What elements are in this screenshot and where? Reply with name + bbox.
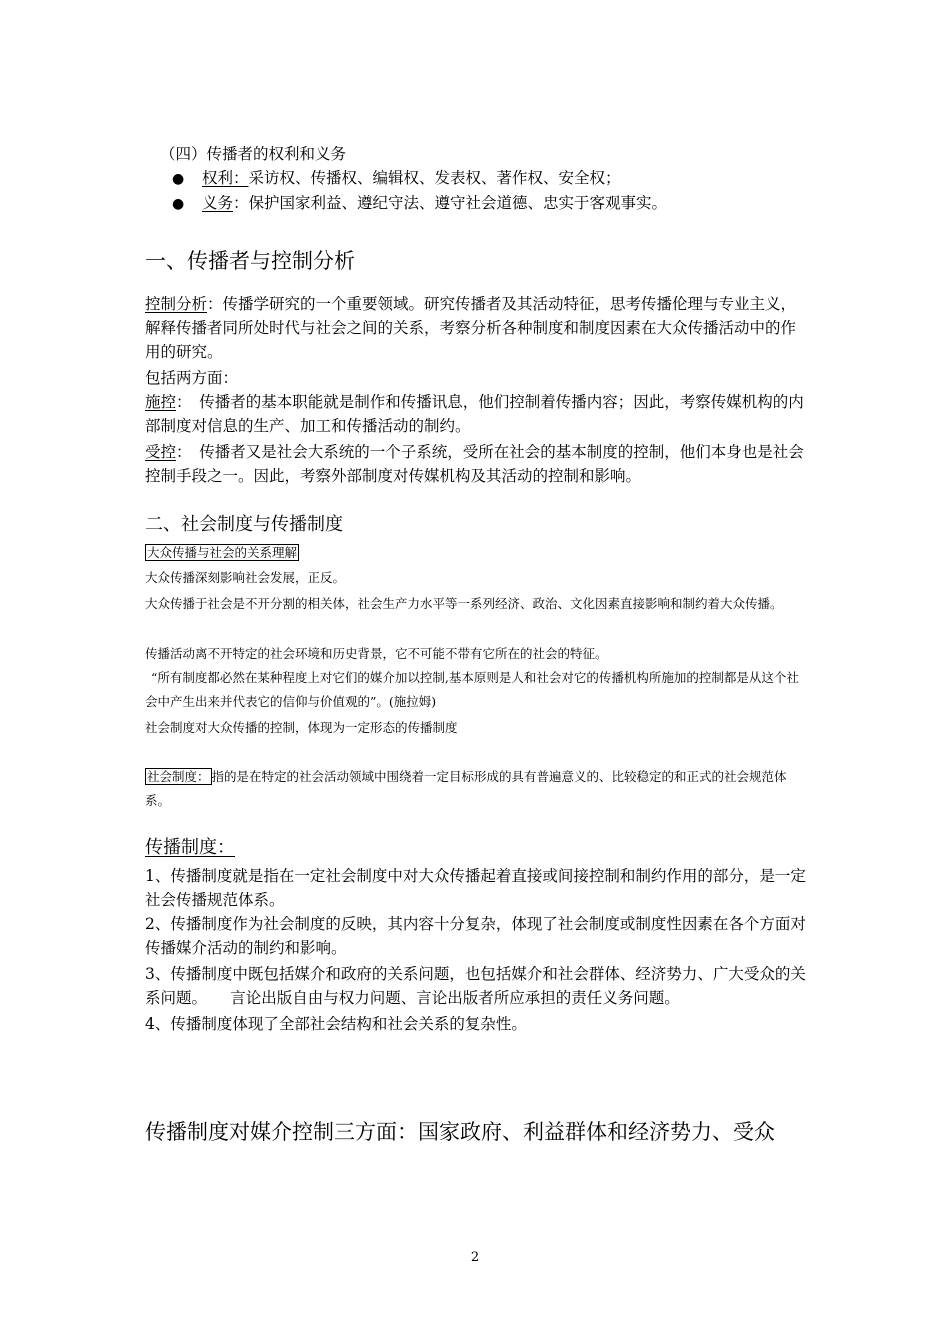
part2-line1: 大众传播深刻影响社会发展，正反。 [145, 570, 346, 585]
page-number: 2 [470, 1250, 480, 1265]
control-label: 控制分析 [145, 295, 208, 313]
shoukong-label: 受控 [145, 443, 177, 461]
rights-label: 权利： [202, 169, 249, 187]
control-analysis-paragraph [145, 292, 810, 364]
section4-heading: （四）传播者的权利和义务 [160, 145, 347, 163]
part2-line2: 大众传播于社会是不开分割的相关体，社会生产力水平等一系列经济、政治、文化因素直接影响和制约着大众传播。 [145, 596, 783, 611]
system-item-1: 1、传播制度就是指在一定社会制度中对大众传播起着直接或间接控制和制约作用的部分，是一定社会传播规范体系。 [145, 867, 806, 909]
relation-box-line [145, 541, 810, 565]
control-text: ：传播学研究的一个重要领域。研究传播者及其活动特征，思考传播伦理与专业主义，解释传播者同所处时代与社会之间的关系，考察分析各种制度和制度因素在大众传播活动中的作用的研究。 [145, 295, 797, 361]
rights-duties-list [172, 166, 812, 216]
system-item-2: 2、传播制度作为社会制度的反映，其内容十分复杂，体现了社会制度或制度性因素在各个方面对传播媒介活动的制约和影响。 [145, 915, 806, 957]
social-system-text: 指的是在特定的社会活动领域中围绕着一定目标形成的具有普遍意义的、比较稳定的和正式的社会规范体系。 [145, 769, 787, 808]
social-system-paragraph [145, 765, 810, 813]
duties-text: ：保护国家利益、遵纪守法、遵守社会道德、忠实于客观事实。 [233, 194, 668, 212]
schramm-quote: “所有制度都必然在某种程度上对它们的媒介加以控制,基本原则是人和社会对它的传播机构所施加的控制都是从这个社会中产生出来并代表它的信仰与价值观的”。(施拉姆) [145, 670, 799, 709]
relation-box-label: 大众传播与社会的关系理解 [147, 545, 298, 560]
duties-label: 义务 [202, 194, 234, 212]
bottom-heading: 传播制度对媒介控制三方面：国家政府、利益群体和经济势力、受众 [145, 1120, 775, 1144]
social-system-label: 社会制度： [147, 769, 210, 784]
shoukong-text: ： 传播者又是社会大系统的一个子系统，受所在社会的基本制度的控制，他们本身也是社会控制手段之一。因此，考察外部制度对传媒机构及其活动的控制和影响。 [145, 443, 804, 485]
bullet-icon: ● [172, 171, 185, 187]
system-item-4: 4、传播制度体现了全部社会结构和社会关系的复杂性。 [145, 1015, 527, 1033]
system-item-3: 3、传播制度中既包括媒介和政府的关系问题，也包括媒介和社会群体、经济势力、广大受众的关系问题。 言论出版自由与权力问题、言论出版者所应承担的责任义务问题。 [145, 965, 806, 1007]
rights-text: 采访权、传播权、编辑权、发表权、著作权、安全权； [248, 169, 621, 187]
two-aspects-text: 包括两方面： [145, 369, 239, 387]
system-title: 传播制度： [145, 837, 235, 858]
bullet-icon: ● [172, 196, 185, 212]
shikong-label: 施控 [145, 393, 177, 411]
list-item [172, 191, 812, 216]
part2-title: 二、社会制度与传播制度 [145, 514, 343, 535]
part1-title: 一、传播者与控制分析 [145, 249, 355, 273]
list-item [172, 166, 812, 191]
shikong-text: ： 传播者的基本职能就是制作和传播讯息，他们控制着传播内容；因此，考察传媒机构的内部制度对信息的生产、加工和传播活动的制约。 [145, 393, 804, 435]
part2-line4: 社会制度对大众传播的控制，体现为一定形态的传播制度 [145, 720, 458, 735]
part2-line3: 传播活动离不开特定的社会环境和历史背景，它不可能不带有它所在的社会的特征。 [145, 646, 608, 661]
shikong-paragraph [145, 390, 810, 438]
shoukong-paragraph [145, 440, 810, 488]
